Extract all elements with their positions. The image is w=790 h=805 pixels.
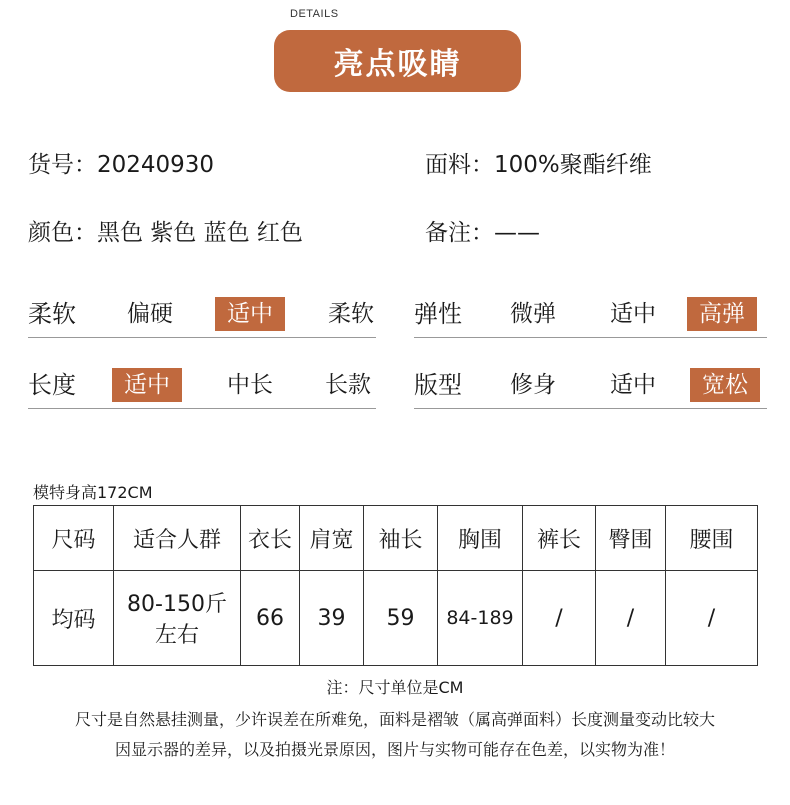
table-header-cell: 袖长 <box>364 506 438 571</box>
chest-cell: 84-189 <box>438 571 523 666</box>
waist-cell: / <box>666 571 758 666</box>
table-header-cell: 胸围 <box>438 506 523 571</box>
size-cell: 均码 <box>34 571 114 666</box>
sleeve-cell: 59 <box>364 571 438 666</box>
softness-label: 柔软 <box>28 300 76 328</box>
softness-option: 偏硬 <box>127 301 173 327</box>
elasticity-label: 弹性 <box>414 300 462 328</box>
elasticity-option: 适中 <box>610 301 656 327</box>
fit-option-selected: 宽松 <box>690 368 760 402</box>
elasticity-option-selected: 高弹 <box>687 297 757 331</box>
fit-row <box>414 368 767 409</box>
color-diff-note: 因显示器的差异，以及拍摄光景原因，图片与实物可能存在色差，以实物为准！ <box>114 740 675 759</box>
color-info: 颜色：黑色 紫色 蓝色 红色 <box>28 220 303 246</box>
elasticity-row <box>414 297 767 338</box>
table-header-cell: 臀围 <box>596 506 666 571</box>
highlight-banner <box>274 30 521 92</box>
table-header-cell: 适合人群 <box>114 506 241 571</box>
table-header-cell: 尺码 <box>34 506 114 571</box>
hip-cell: / <box>596 571 666 666</box>
table-header-cell: 肩宽 <box>300 506 364 571</box>
table-header-cell: 腰围 <box>666 506 758 571</box>
item-number: 货号：20240930 <box>28 152 215 178</box>
remark-info: 备注：—— <box>425 220 540 246</box>
table-header-cell: 衣长 <box>241 506 300 571</box>
banner-title: 亮点吸睛 <box>333 47 462 82</box>
length-label: 长度 <box>28 371 76 399</box>
softness-option: 柔软 <box>328 301 374 327</box>
length-row <box>28 368 376 409</box>
fit-range-line: 左右 <box>154 623 199 648</box>
fit-label: 版型 <box>414 371 462 399</box>
fit-range-cell <box>114 571 241 666</box>
measure-note: 尺寸是自然悬挂测量，少许误差在所难免，面料是褶皱（属高弹面料）长度测量变动比较大 <box>74 710 715 729</box>
length-option: 长款 <box>325 372 371 398</box>
elasticity-option: 微弹 <box>510 301 556 327</box>
length-cell: 66 <box>241 571 300 666</box>
unit-note: 注：尺寸单位是CM <box>326 678 464 697</box>
length-option-selected: 适中 <box>112 368 182 402</box>
table-row <box>34 571 758 666</box>
details-eyebrow: DETAILS <box>290 8 339 20</box>
softness-option-selected: 适中 <box>215 297 285 331</box>
table-header-cell: 裤长 <box>523 506 596 571</box>
shoulder-cell: 39 <box>300 571 364 666</box>
fabric-info: 面料：100%聚酯纤维 <box>425 152 652 178</box>
pants-length-cell: / <box>523 571 596 666</box>
fit-range-line: 80-150斤 <box>127 592 227 617</box>
length-option: 中长 <box>227 372 273 398</box>
table-header-row <box>34 506 758 571</box>
model-height-note: 模特身高172CM <box>33 483 153 502</box>
fit-option: 修身 <box>510 372 556 398</box>
softness-row <box>28 297 376 338</box>
fit-option: 适中 <box>610 372 656 398</box>
size-table <box>33 505 758 666</box>
